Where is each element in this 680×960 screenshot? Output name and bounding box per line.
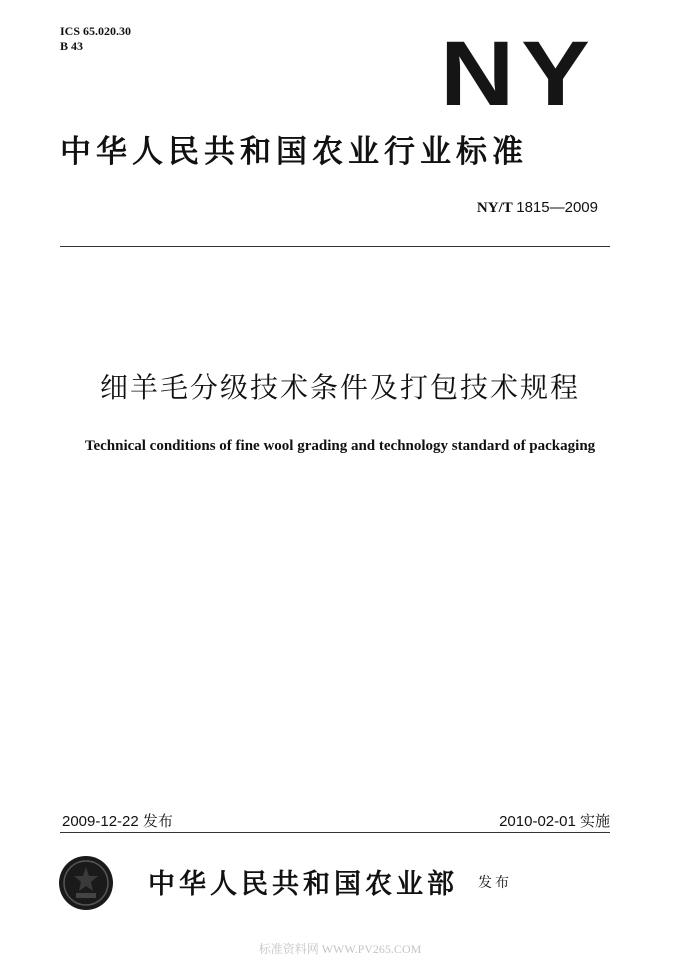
publisher-name: 中华人民共和国农业部 (148, 869, 458, 900)
ny-logo: NY (440, 23, 597, 125)
classification-codes (60, 24, 131, 54)
issue-date: 2009-12-22 发布 (62, 813, 173, 830)
publish-label: 发布 (478, 875, 512, 891)
ccs-code: B 43 (60, 39, 84, 53)
standard-category-title: 中华人民共和国农业行业标准 (60, 134, 528, 170)
implementation-date: 2010-02-01 实施 (499, 813, 610, 830)
standard-number-prefix: NY/T (476, 200, 513, 216)
document-title-cn: 细羊毛分级技术条件及打包技术规程 (99, 371, 580, 404)
document-title-en: Technical conditions of fine wool grading and technology standard of packaging (84, 438, 596, 454)
ics-code: ICS 65.020.30 (60, 24, 132, 38)
watermark: 标准资料网 WWW.PV265.COM (258, 942, 422, 956)
standard-number-value: 1815—2009 (516, 199, 598, 216)
header-divider (60, 246, 610, 247)
footer-divider (60, 832, 610, 833)
national-emblem-icon (58, 855, 114, 911)
standard-number (477, 199, 598, 217)
